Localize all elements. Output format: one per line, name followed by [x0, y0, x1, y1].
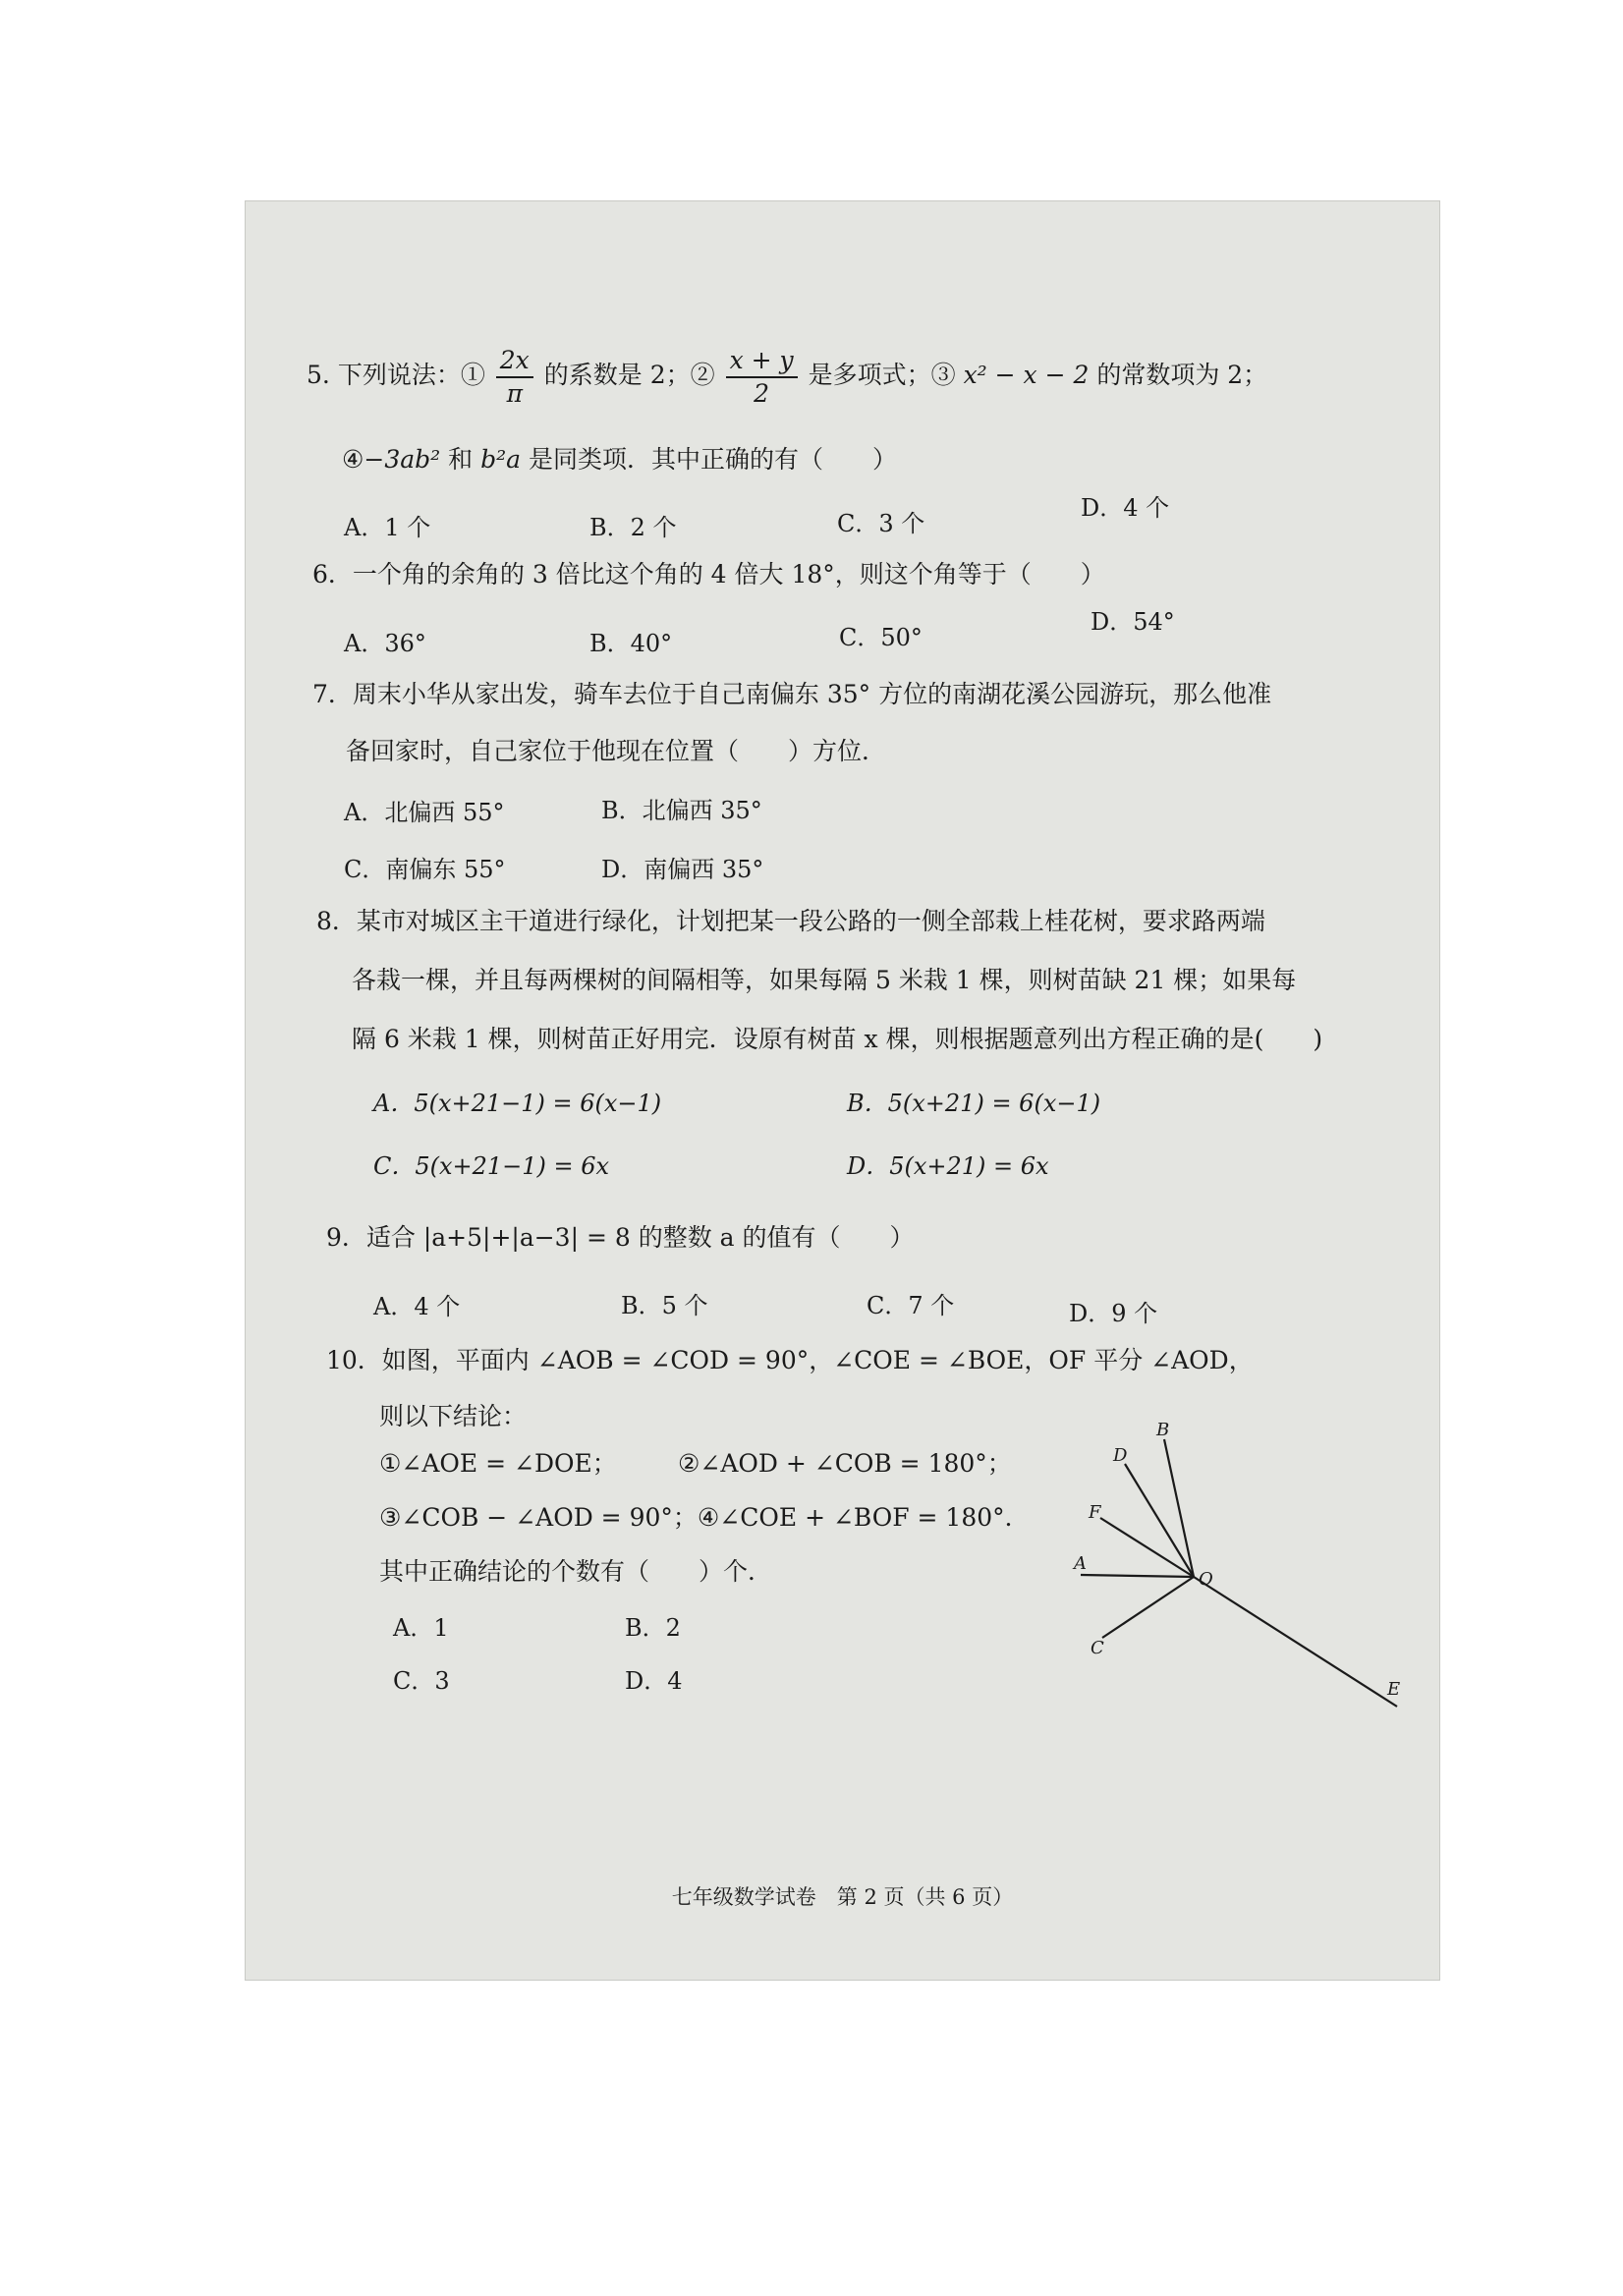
q8-line3: 隔 6 米栽 1 棵，则树苗正好用完．设原有树苗 x 棵，则根据题意列出方程正确的是( )	[352, 1025, 1323, 1053]
q7-line2: 备回家时，自己家位于他现在位置（ ）方位．	[346, 737, 887, 765]
q10-option-b: B．2	[625, 1614, 681, 1642]
exam-page	[246, 201, 1439, 1980]
q5-option-b: B．2 个	[589, 514, 677, 541]
q5-frac1-den: π	[506, 378, 523, 408]
ray-oe	[1194, 1577, 1397, 1707]
q6-option-b: B．40°	[589, 630, 673, 657]
label-c: C	[1091, 1638, 1104, 1658]
q5-line2-expr2: b²a	[480, 445, 522, 474]
q5-text-tail: 的常数项为 2；	[1096, 361, 1268, 389]
q5-option-d: D．4 个	[1081, 494, 1170, 522]
q7-option-b: B．北偏西 35°	[601, 797, 762, 824]
q5-frac2-num: x + y	[726, 347, 798, 378]
ray-oa	[1081, 1575, 1194, 1577]
q10-line1: 10．如图，平面内 ∠AOB = ∠COD = 90°，∠COE = ∠BOE，OF 平分 ∠AOD，	[326, 1346, 1254, 1374]
q5-line2	[342, 445, 897, 475]
label-d: D	[1113, 1445, 1128, 1466]
q6-option-c: C．50°	[839, 624, 923, 651]
q10-angle-figure	[1032, 1420, 1425, 1714]
q5-fraction-1	[496, 347, 533, 407]
label-f: F	[1089, 1502, 1101, 1523]
q8-line1: 8．某市对城区主干道进行绿化，计划把某一段公路的一侧全部栽上桂花树，要求路两端	[316, 907, 1265, 935]
q5-text-mid2: 是多项式；③	[808, 361, 956, 389]
q8-line2: 各栽一棵，并且每两棵树的间隔相等，如果每隔 5 米栽 1 棵，则树苗缺 21 棵；如果每	[352, 966, 1297, 994]
q7-option-a: A．北偏西 55°	[344, 799, 505, 826]
q10-option-a: A．1	[393, 1614, 449, 1642]
label-b: B	[1156, 1420, 1170, 1440]
q5-line2-a: ④	[342, 445, 364, 474]
q8-option-b: B．5(x+21) = 6(x−1)	[847, 1090, 1101, 1117]
q6-option-a: A．36°	[344, 630, 426, 657]
q10-conclusion-1: ①∠AOE = ∠DOE；	[379, 1449, 617, 1478]
q9-option-b: B．5 个	[621, 1292, 708, 1319]
q5-text-lead: 5.	[307, 361, 330, 389]
q7-option-c: C．南偏东 55°	[344, 856, 506, 883]
ray-oc	[1102, 1577, 1194, 1638]
q5-line2-c: 是同类项．其中正确的有（ ）	[529, 445, 898, 474]
ray-ob	[1164, 1439, 1194, 1577]
q8-option-c: C．5(x+21−1) = 6x	[373, 1152, 610, 1180]
q5-line1	[307, 347, 1267, 407]
q6-text: 6．一个角的余角的 3 倍比这个角的 4 倍大 18°，则这个角等于（ ）	[312, 560, 1105, 588]
q5-frac2-den: 2	[754, 378, 770, 408]
q10-option-c: C．3	[393, 1667, 450, 1695]
ray-od	[1125, 1464, 1194, 1577]
ray-of	[1100, 1518, 1194, 1577]
q9-option-a: A．4 个	[373, 1293, 461, 1320]
label-a: A	[1074, 1553, 1087, 1574]
q9-text: 9．适合 |a+5|+|a−3| = 8 的整数 a 的值有（ ）	[326, 1223, 915, 1252]
q5-line2-b: 和	[448, 445, 474, 474]
page-footer: 七年级数学试卷 第 2 页（共 6 页）	[671, 1885, 1014, 1909]
q7-line1: 7．周末小华从家出发，骑车去位于自己南偏东 35° 方位的南湖花溪公园游玩，那么他准	[312, 680, 1272, 708]
q5-text-lead2: 下列说法：①	[337, 361, 485, 389]
q5-option-a: A．1 个	[344, 514, 431, 541]
q8-option-a: A．5(x+21−1) = 6(x−1)	[373, 1090, 662, 1117]
q7-option-d: D．南偏西 35°	[601, 856, 764, 883]
q10-conclusion-2: ②∠AOD + ∠COB = 180°；	[678, 1449, 1012, 1478]
q5-fraction-2	[726, 347, 798, 407]
q5-text-mid1: 的系数是 2；②	[543, 361, 715, 389]
q5-expr3: x² − x − 2	[963, 361, 1090, 389]
q10-line2: 则以下结论：	[379, 1402, 528, 1430]
q5-option-c: C．3 个	[837, 510, 925, 537]
label-o: O	[1199, 1569, 1213, 1590]
q9-option-d: D．9 个	[1069, 1300, 1158, 1327]
q5-frac1-num: 2x	[496, 347, 533, 378]
q6-option-d: D．54°	[1091, 608, 1175, 636]
q5-line2-expr1: −3ab²	[364, 445, 441, 474]
q9-option-c: C．7 个	[867, 1292, 955, 1319]
q8-option-d: D．5(x+21) = 6x	[847, 1152, 1049, 1180]
q10-conclusion-3-4: ③∠COB − ∠AOD = 90°；④∠COE + ∠BOF = 180°．	[379, 1503, 1030, 1532]
q10-question: 其中正确结论的个数有（ ）个．	[379, 1557, 773, 1586]
label-e: E	[1387, 1679, 1401, 1700]
q10-option-d: D．4	[625, 1667, 683, 1695]
